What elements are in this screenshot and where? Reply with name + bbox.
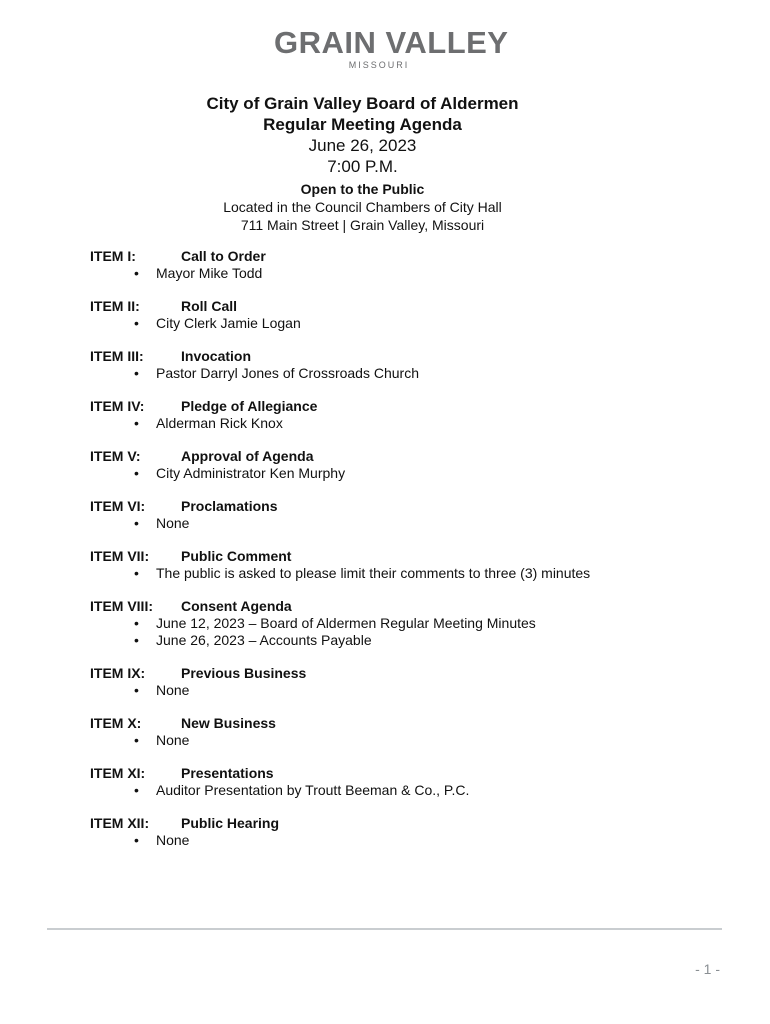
agenda-item xyxy=(90,397,710,432)
meeting-location: Located in the Council Chambers of City Hall xyxy=(223,199,502,215)
agenda-item-number: ITEM II: xyxy=(90,298,140,314)
agenda-item-number: ITEM IV: xyxy=(90,398,145,414)
agenda-item-title: Approval of Agenda xyxy=(181,448,314,464)
agenda-item-details xyxy=(90,365,710,382)
agenda-item-number: ITEM I: xyxy=(90,248,136,264)
list-item-text: None xyxy=(156,732,190,748)
list-item-text: June 12, 2023 – Board of Aldermen Regular Meeting Minutes xyxy=(156,615,536,631)
agenda-item-title: Call to Order xyxy=(181,248,266,264)
list-item-text: None xyxy=(156,515,190,531)
agenda-item xyxy=(90,547,710,582)
agenda-item-heading xyxy=(90,397,710,415)
agenda-header xyxy=(0,93,725,234)
agenda-item xyxy=(90,497,710,532)
agenda-item-title: Public Hearing xyxy=(181,815,280,831)
bullet-icon: • xyxy=(134,315,139,331)
agenda-item-title: Consent Agenda xyxy=(181,598,292,614)
agenda-item-heading xyxy=(90,664,710,682)
agenda-item-details xyxy=(90,832,710,849)
agenda-item xyxy=(90,664,710,699)
list-item-text: The public is asked to please limit their comments to three (3) minutes xyxy=(156,565,591,581)
agenda-item-heading xyxy=(90,297,710,315)
agenda-item-number: ITEM VIII: xyxy=(90,598,153,614)
agenda-item-heading xyxy=(90,764,710,782)
meeting-time: 7:00 P.M. xyxy=(327,157,398,176)
list-item xyxy=(90,732,710,749)
bullet-icon: • xyxy=(134,615,139,631)
list-item xyxy=(90,315,710,332)
list-item xyxy=(90,265,710,282)
list-item-text: City Clerk Jamie Logan xyxy=(156,315,301,331)
list-item-text: Mayor Mike Todd xyxy=(156,265,263,281)
grain-valley-logo xyxy=(274,25,509,74)
meeting-date: June 26, 2023 xyxy=(308,136,417,155)
bullet-icon: • xyxy=(134,682,139,698)
agenda-item-title: Presentations xyxy=(181,765,274,781)
agenda-item-details xyxy=(90,265,710,282)
agenda-items xyxy=(90,247,710,864)
list-item xyxy=(90,615,710,632)
list-item-text: Pastor Darryl Jones of Crossroads Church xyxy=(156,365,419,381)
agenda-item xyxy=(90,714,710,749)
bullet-icon: • xyxy=(134,365,139,381)
bullet-icon: • xyxy=(134,832,139,848)
bullet-icon: • xyxy=(134,515,139,531)
agenda-title-line1: City of Grain Valley Board of Aldermen xyxy=(206,94,519,113)
bullet-icon: • xyxy=(134,732,139,748)
agenda-item xyxy=(90,597,710,649)
agenda-item-number: ITEM IX: xyxy=(90,665,146,681)
agenda-item-heading xyxy=(90,814,710,832)
agenda-item-title: Proclamations xyxy=(181,498,278,514)
agenda-item-heading xyxy=(90,497,710,515)
agenda-item-title: New Business xyxy=(181,715,276,731)
agenda-item xyxy=(90,247,710,282)
list-item xyxy=(90,632,710,649)
footer-divider xyxy=(47,928,722,930)
list-item xyxy=(90,565,710,582)
list-item xyxy=(90,415,710,432)
agenda-item-number: ITEM XI: xyxy=(90,765,146,781)
agenda-item xyxy=(90,297,710,332)
agenda-item-heading xyxy=(90,347,710,365)
bullet-icon: • xyxy=(134,565,139,581)
logo-wordmark: GRAIN VALLEY xyxy=(274,25,509,60)
agenda-item-heading xyxy=(90,597,710,615)
agenda-item-details xyxy=(90,315,710,332)
agenda-item-heading xyxy=(90,714,710,732)
bullet-icon: • xyxy=(134,265,139,281)
list-item xyxy=(90,832,710,849)
logo-subtitle: MISSOURI xyxy=(348,60,410,70)
agenda-item xyxy=(90,447,710,482)
agenda-item-number: ITEM VI: xyxy=(90,498,146,514)
agenda-item-heading xyxy=(90,247,710,265)
agenda-item-title: Previous Business xyxy=(181,665,307,681)
agenda-item xyxy=(90,347,710,382)
agenda-item-details xyxy=(90,415,710,432)
list-item-text: City Administrator Ken Murphy xyxy=(156,465,346,481)
agenda-item-details xyxy=(90,732,710,749)
list-item xyxy=(90,782,710,799)
agenda-item-number: ITEM V: xyxy=(90,448,141,464)
list-item xyxy=(90,515,710,532)
bullet-icon: • xyxy=(134,465,139,481)
list-item-text: None xyxy=(156,682,190,698)
list-item-text: Alderman Rick Knox xyxy=(156,415,283,431)
list-item xyxy=(90,465,710,482)
agenda-item-number: ITEM VII: xyxy=(90,548,150,564)
agenda-item-details xyxy=(90,682,710,699)
agenda-item-number: ITEM III: xyxy=(90,348,144,364)
list-item-text: Auditor Presentation by Troutt Beeman & Co., P.C. xyxy=(156,782,470,798)
agenda-item-heading xyxy=(90,547,710,565)
agenda-item xyxy=(90,764,710,799)
agenda-title-line2: Regular Meeting Agenda xyxy=(263,115,462,134)
list-item xyxy=(90,365,710,382)
agenda-item-heading xyxy=(90,447,710,465)
bullet-icon: • xyxy=(134,415,139,431)
bullet-icon: • xyxy=(134,782,139,798)
agenda-item-title: Roll Call xyxy=(181,298,238,314)
meeting-address: 711 Main Street | Grain Valley, Missouri xyxy=(240,217,485,233)
agenda-item-title: Pledge of Allegiance xyxy=(181,398,318,414)
agenda-item xyxy=(90,814,710,849)
list-item xyxy=(90,682,710,699)
page-number: - 1 - xyxy=(695,961,720,977)
agenda-item-details xyxy=(90,782,710,799)
agenda-item-number: ITEM XII: xyxy=(90,815,150,831)
agenda-item-number: ITEM X: xyxy=(90,715,142,731)
agenda-item-details xyxy=(90,565,710,582)
open-to-public: Open to the Public xyxy=(300,181,425,197)
list-item-text: June 26, 2023 – Accounts Payable xyxy=(156,632,372,648)
agenda-item-title: Invocation xyxy=(181,348,252,364)
bullet-icon: • xyxy=(134,632,139,648)
agenda-item-details xyxy=(90,465,710,482)
agenda-item-details xyxy=(90,515,710,532)
agenda-item-details xyxy=(90,615,710,649)
agenda-item-title: Public Comment xyxy=(181,548,292,564)
list-item-text: None xyxy=(156,832,190,848)
